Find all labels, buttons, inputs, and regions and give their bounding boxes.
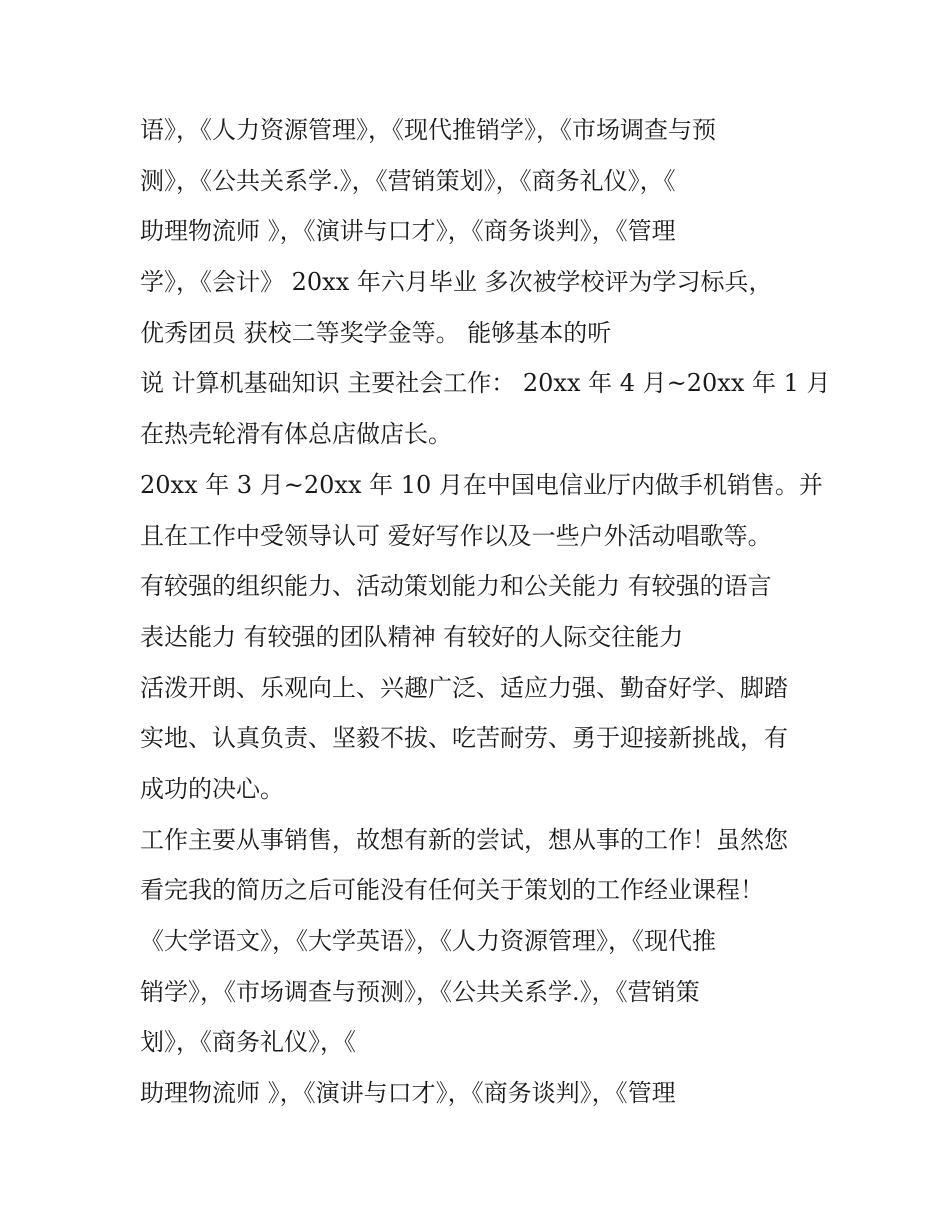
text-line: 助理物流师 》，《演讲与口才》，《商务谈判》，《管理: [140, 1079, 676, 1107]
text-line: 销学》，《市场调查与预测》，《公共关系学.》，《营销策: [140, 978, 700, 1006]
text-line: 表达能力 有较强的团队精神 有较好的人际交往能力: [140, 623, 684, 651]
text-line: 实地、认真负责、坚毅不拔、吃苦耐劳、勇于迎接新挑战，有: [140, 724, 788, 752]
text-line: 且在工作中受领导认可 爱好写作以及一些户外活动唱歌等。: [140, 522, 772, 550]
text-line: 在热壳轮滑有体总店做店长。: [140, 420, 452, 448]
text-line: 有较强的组织能力、活动策划能力和公关能力 有较强的语言: [140, 572, 772, 600]
text-line: 《大学语文》，《大学英语》，《人力资源管理》，《现代推: [140, 927, 716, 955]
text-line: 学》，《会计》 20xx 年六月毕业 多次被学校评为学习标兵，: [140, 268, 773, 296]
text-line: 划》，《商务礼仪》，《: [140, 1028, 356, 1056]
text-line: 活泼开朗、乐观向上、兴趣广泛、适应力强、勤奋好学、脚踏: [140, 674, 788, 702]
text-line: 说 计算机基础知识 主要社会工作： 20xx 年 4 月~20xx 年 1 月: [140, 369, 831, 397]
text-line: 优秀团员 获校二等奖学金等。 能够基本的听: [140, 319, 612, 347]
text-line: 语》，《人力资源管理》，《现代推销学》，《市场调查与预: [140, 116, 716, 144]
text-line: 助理物流师 》，《演讲与口才》，《商务谈判》，《管理: [140, 217, 676, 245]
text-line: 看完我的简历之后可能没有任何关于策划的工作经业课程！: [140, 876, 764, 904]
text-line: 20xx 年 3 月~20xx 年 10 月在中国电信业厅内做手机销售。并: [140, 471, 823, 499]
text-line: 工作主要从事销售，故想有新的尝试，想从事的工作！虽然您: [140, 826, 788, 854]
text-line: 成功的决心。: [140, 775, 284, 803]
text-line: 测》，《公共关系学.》，《营销策划》，《商务礼仪》，《: [140, 167, 676, 195]
